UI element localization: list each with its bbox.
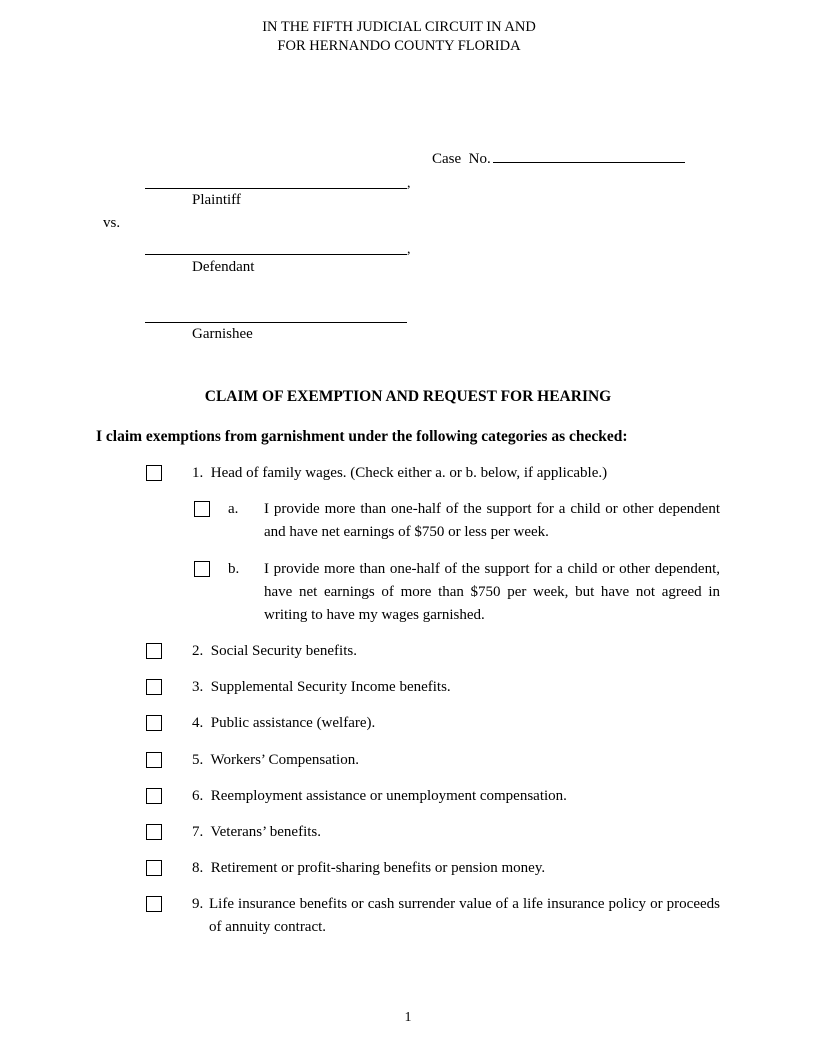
checkbox-item-2[interactable] (146, 643, 162, 659)
garnishee-label: Garnishee (192, 326, 253, 342)
claim-intro: I claim exemptions from garnishment under the following categories as checked: (96, 428, 628, 445)
exemption-item-8 (192, 857, 545, 880)
case-number-label: Case No. (432, 151, 491, 167)
item-number: 9. (192, 896, 204, 912)
defendant-label: Defendant (192, 259, 255, 275)
checkbox-item-1a[interactable] (194, 501, 210, 517)
exemption-item-9: Life insurance benefits or cash surrender value of a life insurance policy or proceeds of annuity contract. (209, 896, 720, 935)
exemption-item-1b: I provide more than one-half of the support for a child or other dependent, have net earnings of more than $750 per week, but have not agreed in writing to have my wages garnished. (264, 561, 720, 623)
exemption-item-4 (192, 712, 375, 735)
checkbox-item-3[interactable] (146, 679, 162, 695)
checkbox-item-6[interactable] (146, 788, 162, 804)
item-number: 3. (192, 679, 204, 695)
document-title: CLAIM OF EXEMPTION AND REQUEST FOR HEARING (204, 388, 612, 405)
exemption-item-3 (192, 676, 451, 699)
exemption-item-1 (192, 462, 607, 485)
checkbox-item-5[interactable] (146, 752, 162, 768)
sub-item-letter: a. (228, 501, 239, 517)
item-text: Veterans’ benefits. (210, 824, 321, 840)
item-number: 1. (192, 465, 204, 481)
item-text: Supplemental Security Income benefits. (210, 679, 451, 695)
item-number: 6. (192, 788, 204, 804)
item-text: Head of family wages. (Check either a. or b. below, if applicable.) (210, 465, 608, 481)
court-header-line1: IN THE FIFTH JUDICIAL CIRCUIT IN AND (262, 19, 536, 35)
item-text: Reemployment assistance or unemployment compensation. (210, 788, 567, 804)
item-text: Retirement or profit-sharing benefits or pension money. (210, 860, 546, 876)
defendant-comma: , (407, 242, 411, 257)
exemption-item-7 (192, 821, 321, 844)
item-number: 5. (192, 752, 204, 768)
checkbox-item-1b[interactable] (194, 561, 210, 577)
item-number: 4. (192, 715, 204, 731)
case-number-line[interactable] (493, 148, 685, 163)
item-text: Workers’ Compensation. (210, 752, 359, 768)
item-number: 8. (192, 860, 204, 876)
exemption-item-6 (192, 785, 567, 808)
defendant-line[interactable] (145, 254, 407, 255)
item-number: 2. (192, 643, 204, 659)
plaintiff-comma: , (407, 176, 411, 191)
plaintiff-label: Plaintiff (192, 192, 241, 208)
checkbox-item-9[interactable] (146, 896, 162, 912)
versus-label: vs. (103, 215, 121, 231)
checkbox-item-1[interactable] (146, 465, 162, 481)
item-number: 7. (192, 824, 204, 840)
sub-item-letter: b. (228, 561, 240, 577)
case-number-field (432, 148, 685, 168)
plaintiff-line[interactable] (145, 188, 407, 189)
court-header-line2: FOR HERNANDO COUNTY FLORIDA (277, 38, 521, 54)
garnishee-line[interactable] (145, 322, 407, 323)
exemption-item-2 (192, 640, 357, 663)
item-text: Public assistance (welfare). (210, 715, 376, 731)
checkbox-item-4[interactable] (146, 715, 162, 731)
page-number: 1 (404, 1010, 412, 1025)
checkbox-item-7[interactable] (146, 824, 162, 840)
item-text: Social Security benefits. (210, 643, 357, 659)
checkbox-item-8[interactable] (146, 860, 162, 876)
exemption-item-5 (192, 749, 359, 772)
exemption-item-1a: I provide more than one-half of the support for a child or other dependent and have net earnings of $750 or less per week. (264, 501, 720, 540)
court-header (0, 18, 798, 56)
